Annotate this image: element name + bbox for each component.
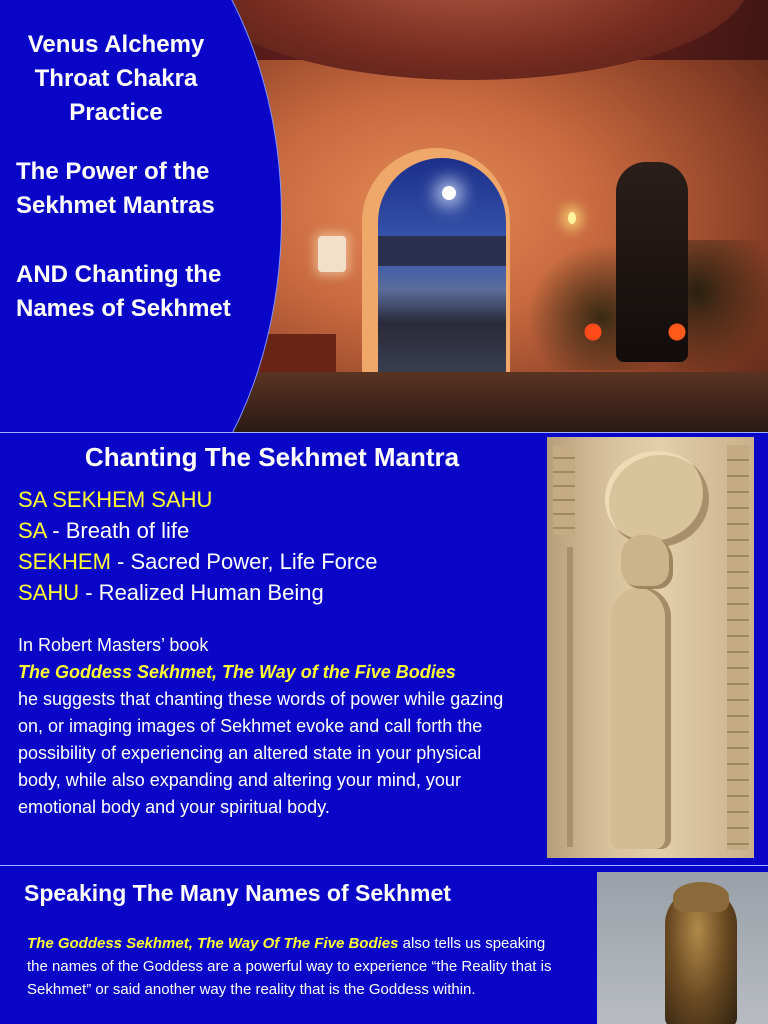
subtitle-line: Sekhmet Mantras xyxy=(16,192,215,219)
title-line: Throat Chakra xyxy=(34,65,198,92)
mantra-list xyxy=(18,484,377,608)
section-title: Chanting The Sekhmet Mantra xyxy=(84,442,460,472)
intro-text: In Robert Masters’ book xyxy=(18,635,209,655)
subtitle xyxy=(16,155,256,223)
hieroglyph-column xyxy=(727,445,749,850)
names-paragraph xyxy=(27,932,567,1001)
lion-head xyxy=(621,535,673,589)
term-meaning: - Breath of life xyxy=(46,518,190,543)
mantra-term xyxy=(18,577,377,608)
subtitle-2 xyxy=(16,258,256,326)
term-word: SA xyxy=(18,518,47,543)
candle-flame xyxy=(568,212,576,224)
statue-crown xyxy=(673,882,729,912)
mantra-term xyxy=(18,515,377,546)
book-title: The Goddess Sekhmet, The Way of the Five Bodies xyxy=(18,662,456,682)
mantra-text: SA SEKHEM SAHU xyxy=(18,487,213,512)
term-meaning: - Realized Human Being xyxy=(79,580,324,605)
term-word: SAHU xyxy=(18,580,80,605)
section-title: Speaking The Many Names of Sekhmet xyxy=(24,880,451,906)
title-line: Practice xyxy=(69,99,163,126)
sekhmet-statue-image xyxy=(597,872,768,1024)
moon xyxy=(442,186,456,200)
book-title: The Goddess Sekhmet, The Way Of The Five Bodies xyxy=(27,935,399,952)
body-text: also tells us speaking the names of the Goddess are a powerful way to experience “the Reality that is Sekhmet” or said another way the reality that is the Goddess within. xyxy=(27,935,552,998)
staff xyxy=(567,547,573,847)
main-title xyxy=(0,28,232,130)
flowers xyxy=(572,320,712,344)
term-word: SEKHEM xyxy=(18,549,111,574)
intro-section xyxy=(0,0,768,432)
mantra-section xyxy=(0,433,768,865)
title-line: Venus Alchemy xyxy=(27,31,205,58)
term-meaning: - Sacred Power, Life Force xyxy=(110,549,378,574)
body-text: he suggests that chanting these words of power while gazing on, or imaging images of Sekhmet evoke and call forth the possibility of experiencing an altered state in your physical body, while also expanding and altering your mind, your emotional body and your spiritual body. xyxy=(18,689,504,817)
arched-doorway xyxy=(378,158,506,378)
distant-hills xyxy=(378,236,506,266)
mantra-term xyxy=(18,546,377,577)
names-section xyxy=(0,866,768,1024)
subtitle-line: The Power of the xyxy=(16,158,210,185)
wall-lamp xyxy=(318,236,346,272)
hieroglyph-column xyxy=(553,445,575,535)
sekhmet-relief-image xyxy=(547,437,754,858)
subtitle-line: Names of Sekhmet xyxy=(16,295,231,322)
sun-disk xyxy=(605,451,709,547)
description-paragraph xyxy=(18,632,518,821)
figure-body xyxy=(611,587,671,849)
subtitle-line: AND Chanting the xyxy=(16,261,222,288)
